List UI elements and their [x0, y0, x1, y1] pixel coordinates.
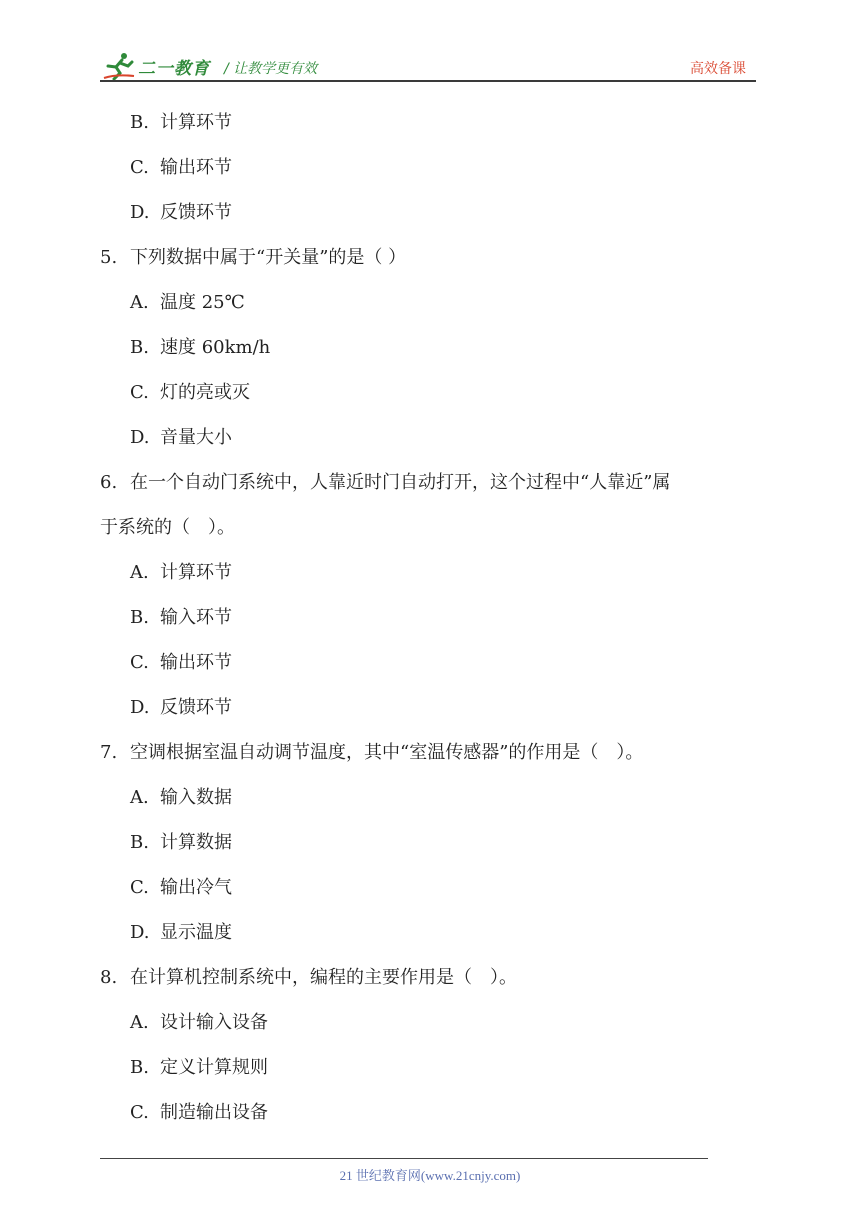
option-line [130, 336, 270, 360]
logo-text: 二一教育 [138, 59, 210, 79]
question-text: 下列数据中属于“开关量”的是（ ） [130, 247, 407, 268]
option-letter: A. [130, 292, 149, 313]
option-text: 反馈环节 [160, 202, 232, 223]
option-text: 音量大小 [160, 427, 232, 448]
option-line [130, 111, 232, 135]
footer-text: 21 世纪教育网(www.21cnjy.com) [339, 1168, 521, 1183]
option-letter: D. [130, 427, 150, 448]
question-line [100, 246, 406, 270]
option-letter: B. [130, 337, 149, 358]
option-line [130, 1101, 268, 1125]
option-line [130, 651, 232, 675]
option-line [130, 201, 232, 225]
question-line [100, 471, 670, 495]
option-letter: A. [130, 787, 149, 808]
option-text: 反馈环节 [160, 697, 232, 718]
option-text: 定义计算规则 [160, 1057, 268, 1078]
page-header [100, 46, 756, 82]
question-line [100, 741, 643, 765]
option-letter: B. [130, 607, 149, 628]
option-line [130, 291, 245, 315]
option-line [130, 1011, 268, 1035]
option-text: 计算环节 [160, 112, 232, 133]
option-text: 计算数据 [160, 832, 232, 853]
option-text: 显示温度 [160, 922, 232, 943]
option-letter: C. [130, 877, 149, 898]
option-letter: D. [130, 202, 150, 223]
option-letter: C. [130, 382, 149, 403]
question-text: 在计算机控制系统中，编程的主要作用是（ ）。 [130, 967, 517, 988]
option-text: 速度 60km/h [160, 337, 271, 358]
option-text: 温度 25℃ [160, 292, 245, 313]
option-text: 输入环节 [160, 607, 232, 628]
option-letter: C. [130, 157, 149, 178]
option-line [130, 426, 232, 450]
option-text: 输入数据 [160, 787, 232, 808]
option-line [130, 921, 232, 945]
runner-logo-icon [102, 52, 136, 80]
question-line [100, 966, 517, 990]
option-letter: C. [130, 1102, 149, 1123]
option-line [130, 1056, 268, 1080]
header-right-label: 高效备课 [690, 61, 746, 77]
option-line [130, 831, 232, 855]
option-line [130, 876, 232, 900]
option-letter: A. [130, 1012, 149, 1033]
option-text: 输出环节 [160, 652, 232, 673]
option-line [130, 606, 232, 630]
option-letter: B. [130, 1057, 149, 1078]
option-text: 输出冷气 [160, 877, 232, 898]
question-text: 在一个自动门系统中，人靠近时门自动打开，这个过程中“人靠近”属 [130, 472, 671, 493]
slogan: / 让教学更有效 [224, 61, 318, 77]
question-number: 5. [100, 247, 118, 268]
option-letter: C. [130, 652, 149, 673]
option-text: 计算环节 [160, 562, 232, 583]
question-continuation [100, 516, 235, 540]
question-text: 空调根据室温自动调节温度，其中“室温传感器”的作用是（ ）。 [130, 742, 644, 763]
option-line [130, 381, 250, 405]
question-text: 于系统的（ ）。 [100, 517, 235, 538]
footer-divider [100, 1158, 708, 1159]
question-number: 6. [100, 472, 118, 493]
header-divider [100, 80, 756, 82]
option-letter: B. [130, 832, 149, 853]
option-letter: D. [130, 697, 150, 718]
question-number: 8. [100, 967, 118, 988]
question-number: 7. [100, 742, 118, 763]
option-letter: D. [130, 922, 150, 943]
option-letter: A. [130, 562, 149, 583]
option-line [130, 156, 232, 180]
option-text: 制造输出设备 [160, 1102, 268, 1123]
option-text: 灯的亮或灭 [160, 382, 250, 403]
option-letter: B. [130, 112, 149, 133]
option-line [130, 786, 232, 810]
option-text: 输出环节 [160, 157, 232, 178]
option-line [130, 561, 232, 585]
option-line [130, 696, 232, 720]
option-text: 设计输入设备 [160, 1012, 268, 1033]
